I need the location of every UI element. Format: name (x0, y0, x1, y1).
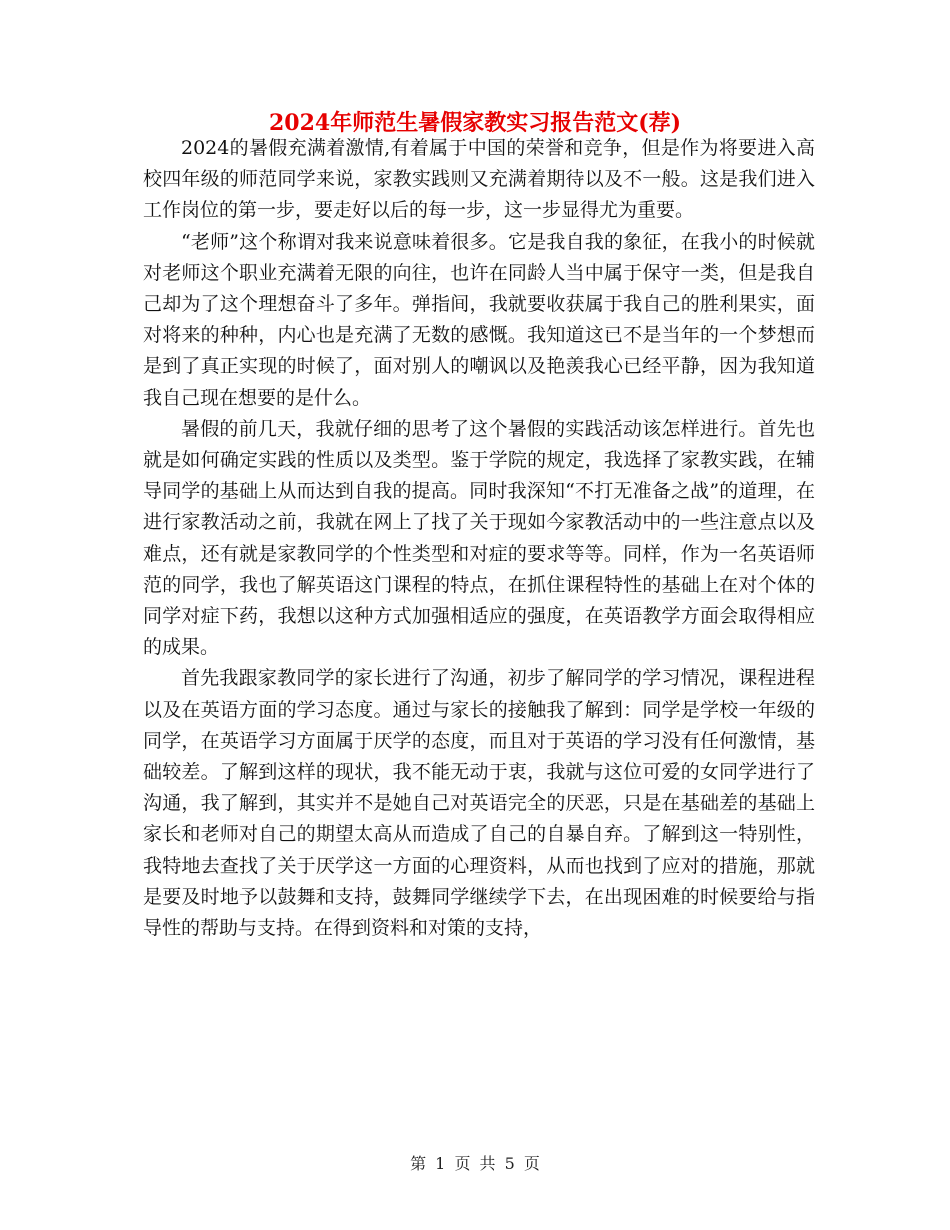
paragraph-2: “老师”这个称谓对我来说意味着很多。它是我自我的象征，在我小的时候就对老师这个职业充满着无限的向往，也许在同龄人当中属于保守一类，但是我自己却为了这个理想奋斗了多年。弹指间，我就要收获属于我自己的胜利果实，面对将来的种种，内心也是充满了无数的感慨。我知道这已不是当年的一个梦想而是到了真正实现的时候了，面对别人的嘲讽以及艳羡我心已经平静，因为我知道我自己现在想要的是什么。 (143, 230, 815, 409)
paragraph-3: 暑假的前几天，我就仔细的思考了这个暑假的实践活动该怎样进行。首先也就是如何确定实践的性质以及类型。鉴于学院的规定，我选择了家教实践，在辅导同学的基础上从而达到自我的提高。同时我深知“不打无准备之战”的道理，在进行家教活动之前，我就在网上了找了关于现如今家教活动中的一些注意点以及难点，还有就是家教同学的个性类型和对症的要求等等。同样，作为一名英语师范的同学，我也了解英语这门课程的特点，在抓住课程特性的基础上在对个体的同学对症下药，我想以这种方式加强相适应的强度，在英语教学方面会取得相应的成果。 (143, 417, 815, 659)
paragraph-4: 首先我跟家教同学的家长进行了沟通，初步了解同学的学习情况，课程进程以及在英语方面的学习态度。通过与家长的接触我了解到：同学是学校一年级的同学，在英语学习方面属于厌学的态度，而且对于英语的学习没有任何激情，基础较差。了解到这样的现状，我不能无动于衷，我就与这位可爱的女同学进行了沟通，我了解到，其实并不是她自己对英语完全的厌恶，只是在基础差的基础上家长和老师对自己的期望太高从而造成了自己的自暴自弃。了解到这一特别性，我特地去查找了关于厌学这一方面的心理资料，从而也找到了应对的措施，那就是要及时地予以鼓舞和支持，鼓舞同学继续学下去，在出现困难的时候要给与指导性的帮助与支持。在得到资料和对策的支持， (143, 667, 815, 940)
page-number-footer: 第 1 页 共 5 页 (410, 1154, 540, 1173)
document-title: 2024年师范生暑假家教实习报告范文(荐) (268, 110, 682, 136)
paragraph-1: 2024的暑假充满着激情,有着属于中国的荣誉和竞争，但是作为将要进入高校四年级的师范同学来说，家教实践则又充满着期待以及不一般。这是我们进入工作岗位的第一步，要走好以后的每一步，这一步显得尤为重要。 (143, 137, 815, 222)
document-body (143, 133, 815, 944)
